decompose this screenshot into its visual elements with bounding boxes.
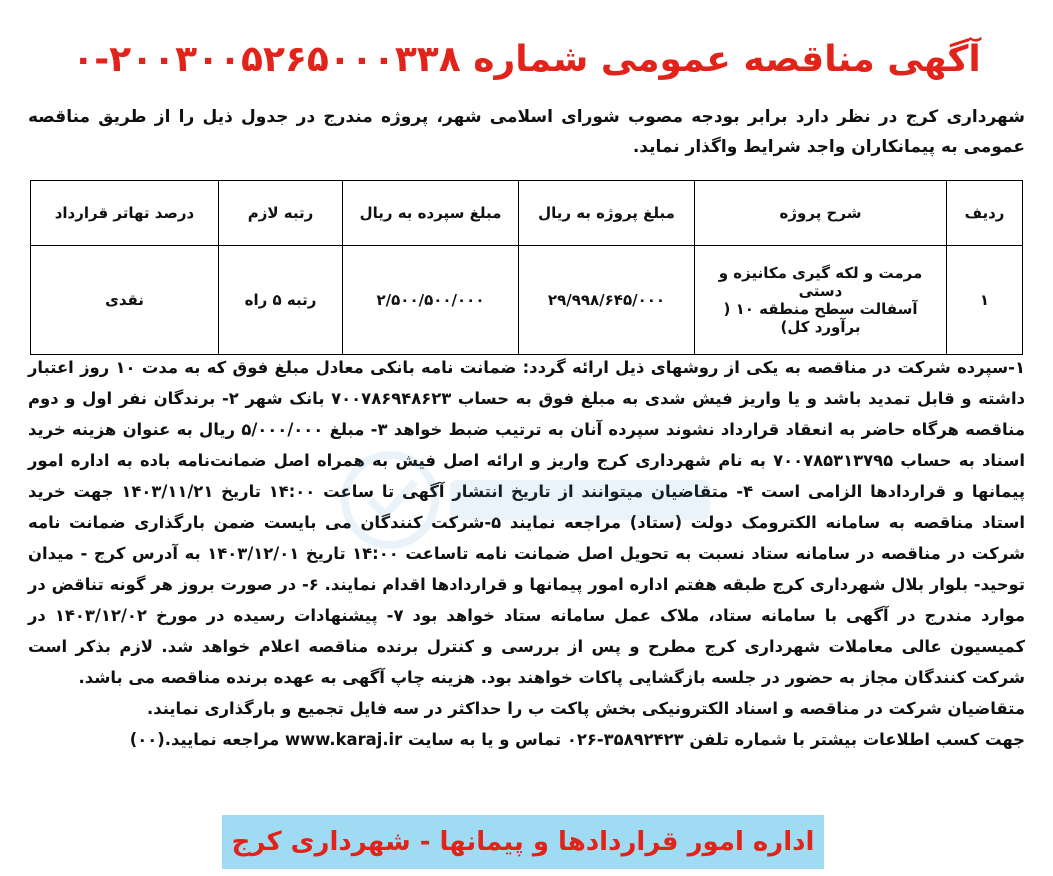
conditions-paragraph: ۱-سپرده شرکت در مناقصه به یکی از روشهای ذیل ارائه گردد: ضمانت نامه بانکی معادل مبلغ فوق که به مدت ۱۰ روز اعتبار داشته و قابل تمدید باشد و یا واریز فیش شدی به مبلغ فوق به حساب ۷۰۰۷۸۶۹۴۸۶۲۳ بانک شهر ۲- برندگان نفر اول و دوم مناقصه هرگاه حاضر به انعقاد قرارداد نشوند سپرده آنان به ترتیب ضبط خواهد ۳- مبلغ ۵/۰۰۰/۰۰۰ ریال به عنوان هزینه خرید اسناد به حساب ۷۰۰۷۸۵۳۱۳۷۹۵ به نام شهرداری کرج واریز و ارائه اصل فیش به همراه اصل ضمانت‌نامه باده به اداره امور پیمانها و قراردادها الزامی است ۴- متقاضیان میتوانند از تاریخ انتشار آگهی تا ساعت ۱۴:۰۰ تاریخ ۱۴۰۳/۱۱/۲۱ جهت خرید استاد مناقصه به سامانه الکترومک دولت (ستاد) مراجعه نمایند ۵-شرکت کنندگان می بایست ضمن بارگذاری ضمانت نامه شرکت در مناقصه در سامانه ستاد نسبت به تحویل اصل ضمانت نامه تاساعت ۱۴:۰۰ تاریخ ۱۴۰۳/۱۲/۰۱ به آدرس کرج - میدان توحید- بلوار بلال شهرداری کرج طبقه هفتم اداره امور پیمانها و قراردادها اقدام نمایند. ۶- در صورت بروز هر گونه تناقض در موارد مندرج در آگهی با سامانه ستاد، ملاک عمل سامانه ستاد خواهد بود ۷- پیشنهادات رسیده در مورخ ۱۴۰۳/۱۲/۰۲ در کمیسیون عالی معاملات شهرداری کرج مطرح و پس از بررسی و کنترل برنده مناقصه اعلام خواهد شد. لازم بذکر است شرکت کنندگان مجاز به حضور در جلسه بازگشایی پاکات خواهند بود. هزینه چاپ آگهی به عهده برنده مناقصه می باشد. <box>28 358 1026 687</box>
description-line-1: مرمت و لکه گیری مکانیزه و دستی <box>718 264 923 300</box>
header-description: شرح پروژه <box>695 181 947 246</box>
header-project-amount: مبلغ پروژه به ریال <box>519 181 695 246</box>
header-required-grade: رتبه لازم <box>219 181 343 246</box>
upload-instructions: متقاضیان شرکت در مناقصه و اسناد الکترونیکی بخش پاکت ب را حداکثر در سه فایل تجمیع و بارگذاری نمایند. <box>147 699 1025 718</box>
website-link[interactable]: www.karaj.ir <box>285 730 403 749</box>
contact-suffix: مراجعه نمایید.(۰۰) <box>129 730 280 749</box>
cell-description <box>695 246 947 355</box>
table-row <box>31 246 1023 355</box>
notice-title: آگهی مناقصه عمومی شماره ۲۰۰۳۰۰۵۲۶۵۰۰۰۳۳۸-۰ <box>72 39 981 80</box>
conditions-text <box>28 352 1025 755</box>
table-header-row <box>31 181 1023 246</box>
contact-text: جهت کسب اطلاعات بیشتر با شماره تلفن ۳۵۸۹۲۴۲۳-۰۲۶ تماس و یا به سایت <box>407 730 1025 749</box>
header-row-number: ردیف <box>947 181 1023 246</box>
cell-row-number: ۱ <box>947 246 1023 355</box>
cell-required-grade: رتبه ۵ راه <box>219 246 343 355</box>
intro-paragraph: شهرداری کرج در نظر دارد برابر بودجه مصوب شورای اسلامی شهر، پروژه مندرج در جدول ذیل را از طریق مناقصه عمومی به پیمانکاران واجد شرایط واگذار نماید. <box>28 107 1025 157</box>
description-line-2: آسفالت سطح منطقه ۱۰ ( برآورد کل) <box>723 300 918 336</box>
footer-banner: اداره امور قراردادها و پیمانها - شهرداری کرج <box>222 815 824 869</box>
contact-line <box>28 724 1025 755</box>
header-deposit-amount: مبلغ سپرده به ریال <box>343 181 519 246</box>
cell-deposit-amount: ۲/۵۰۰/۵۰۰/۰۰۰ <box>343 246 519 355</box>
cell-project-amount: ۲۹/۹۹۸/۶۴۵/۰۰۰ <box>519 246 695 355</box>
header-offset-percent: درصد تهاتر قرارداد <box>31 181 219 246</box>
projects-table <box>30 180 1023 355</box>
cell-offset-percent: نقدی <box>31 246 219 355</box>
